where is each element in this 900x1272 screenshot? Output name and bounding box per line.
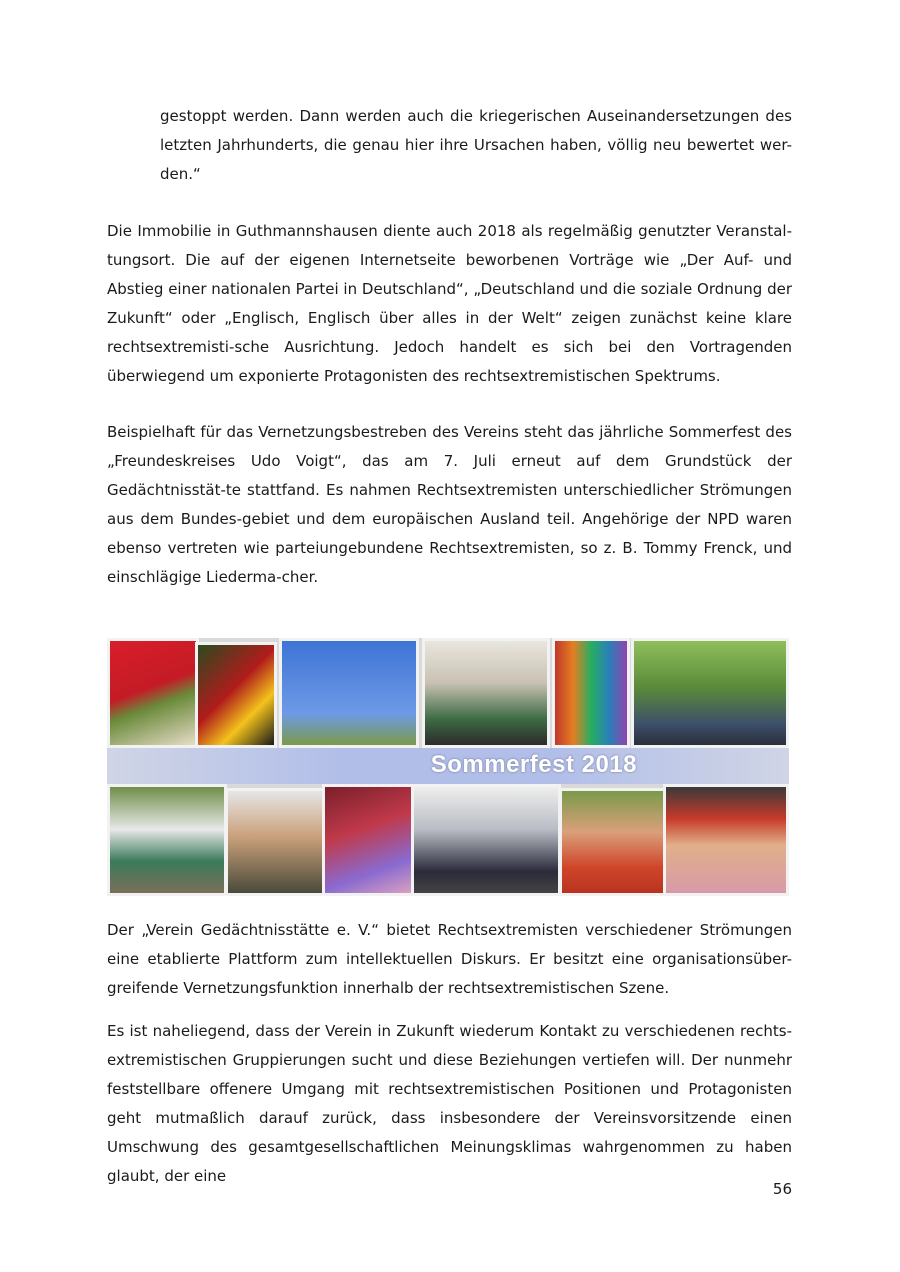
photo-speaker bbox=[422, 638, 550, 748]
block-quote: gestoppt werden. Dann werden auch die kriegerischen Auseinandersetzungen des letzten Jahrhunderts, die genau hier ihre Ursachen haben, völlig neu bewertet wer-den.“ bbox=[160, 107, 792, 183]
collage-banner-title: Sommerfest 2018 bbox=[430, 751, 637, 778]
photo-garden-tents bbox=[107, 784, 227, 896]
photo-red-building bbox=[322, 784, 414, 896]
paragraph-verein: Der „Verein Gedächtnisstätte e. V.“ bietet Rechtsextremisten verschiedener Strömungen eine etablierte Plattform zum intellektuellen Diskurs. Er besitzt eine organisationsüber-greifende Vernetzungsfunktion innerhalb der rechtsextremistischen Szene. bbox=[107, 921, 792, 997]
paragraph-zukunft: Es ist naheliegend, dass der Verein in Zukunft wiederum Kontakt zu verschiedenen rechts-extremistischen Gruppierungen sucht und diese Beziehungen vertiefen will. Der nunmehr feststellbare offenere Umgang mit rechtsextremistischen Positionen und Protagonisten geht mutmaßlich darauf zurück, dass insbesondere der Vereinsvorsitzende einen Umschwung des gesamtgesellschaftlichen Meinungsklimas wahrgenommen zu haben glaubt, der eine bbox=[107, 1022, 792, 1185]
photo-crowd bbox=[631, 638, 789, 748]
photo-stage-speakers bbox=[411, 784, 561, 896]
page-number: 56 bbox=[772, 1180, 792, 1198]
photo-collage bbox=[107, 638, 789, 896]
paragraph-sommerfest: Beispielhaft für das Vernetzungsbestreben des Vereins steht das jährliche Sommerfest des „Freundeskreises Udo Voigt“, das am 7. Juli erneut auf dem Grundstück der Gedächtnisstät-te stattfand. Es nahmen Rechtsextremisten unterschiedlicher Strömungen aus dem Bundes-gebiet und dem europäischen Ausland teil. Angehörige der NPD waren ebenso vertreten wie parteiungebundene Rechtsextremisten, so z. B. Tommy Frenck, und einschlägige Liederma-cher. bbox=[107, 423, 792, 586]
photo-man-microphone bbox=[663, 784, 789, 896]
photo-flags bbox=[195, 642, 277, 748]
paragraph-immobilie: Die Immobilie in Guthmannshausen diente auch 2018 als regelmäßig genutzter Veranstal-tungsort. Die auf der eigenen Internetseite beworbenen Vorträge wie „Der Auf- und Abstieg einer nationalen Partei in Deutschland“, „Deutschland und die soziale Ordnung der Zukunft“ oder „Englisch, Englisch über alles in der Welt“ zeigen zunächst keine klare rechtsextremisti-sche Ausrichtung. Jedoch handelt es sich bei den Vortragenden überwiegend um exponierte Protagonisten des rechtsextremistischen Spektrums. bbox=[107, 222, 792, 385]
photo-red-tent bbox=[107, 638, 199, 748]
photo-colorful-flags bbox=[552, 638, 630, 748]
photo-man-portrait bbox=[225, 788, 325, 896]
photo-man-red-shirt bbox=[559, 788, 667, 896]
photo-balloons bbox=[279, 638, 419, 748]
